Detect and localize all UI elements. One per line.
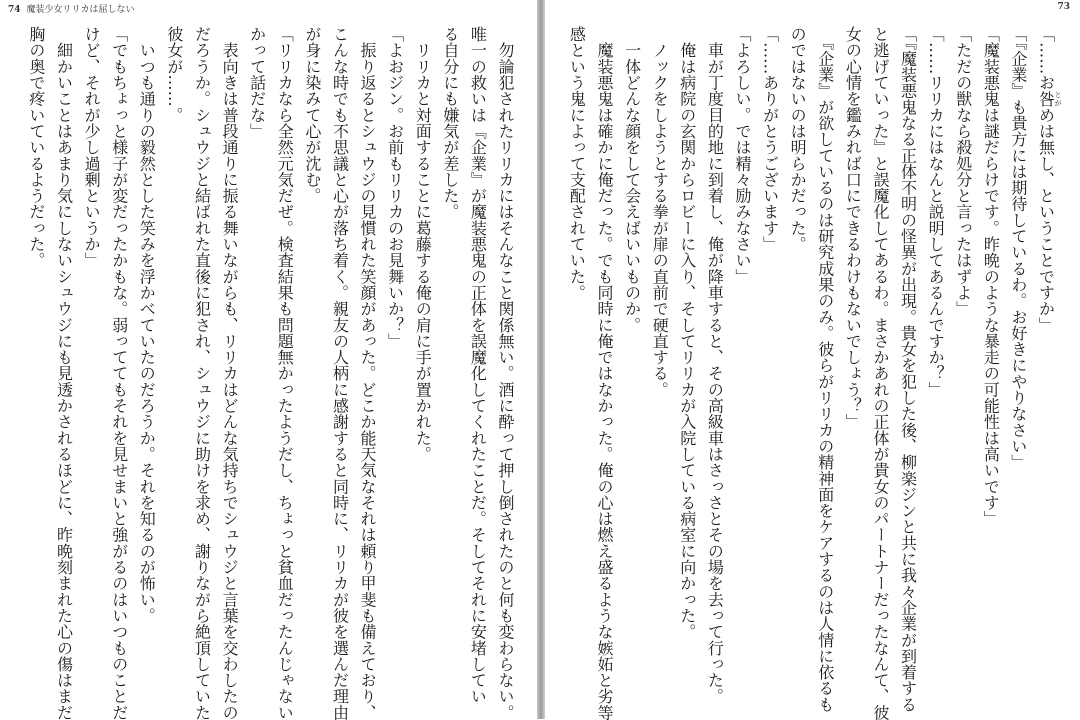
ruby-base: 咎 [1036, 90, 1056, 107]
text-column: 胸の奥で疼いているようだった。 [26, 26, 46, 269]
text-column: リリカと対面することに葛藤する俺の肩に手が置かれた。 [413, 26, 433, 463]
page-number: 74 [8, 5, 21, 15]
text-column: る自分にも嫌気が差した。 [440, 26, 460, 220]
text-column: 「魔装悪鬼は謎だらけです。昨晩のような暴走の可能性は高いです」 [981, 26, 1001, 527]
text-column: 「『企業』も貴方には期待しているわ。お好きにやりなさい」 [1008, 26, 1028, 471]
right-page [545, 0, 1080, 719]
text-column: 細かいことはあまり気にしないシュウジにも見透かされるほどに、昨晩刻まれた心の傷はまだ [54, 26, 74, 720]
book-gutter [537, 0, 545, 719]
text-column: いつも通りの毅然とした笑みを浮かべていたのだろうか。それを知るのが怖い。 [137, 26, 157, 624]
text-column [1032, 26, 1062, 706]
text-column: のではないのは明らかだった。 [788, 26, 808, 253]
text-column: 一体どんな顔をして会えばいいものか。 [622, 26, 642, 333]
text-column: 「……リリカにはなんと説明してあるんですか？」 [926, 26, 946, 398]
ruby-annotation [1036, 90, 1062, 107]
text-column: 車が丁度目的地に到着し、俺が降車すると、その高級車はさっさとその場を去って行った。 [705, 26, 725, 705]
text-column: こんな時でも不思議と心が落ち着く。親友の人柄に感謝すると同時に、リリカが彼を選んだ理由 [330, 26, 350, 720]
text-column: かって話だな」 [247, 26, 267, 140]
text-column: 『企業』が欲しているのは研究成果のみ。彼らがリリカの精神面をケアするのは人情に依るも [815, 26, 835, 713]
text-column: が身に染みて心が沈む。 [302, 26, 322, 204]
text-column: 「よろしい。では精々励みなさい」 [732, 26, 752, 285]
text-column: 「……ありがとうございます」 [760, 26, 780, 253]
left-page-body [22, 26, 519, 720]
running-title: 魔装少女リリカは屈しない [26, 5, 135, 15]
text-column: 唯一の救いは『企業』が魔装悪鬼の正体を誤魔化してくれたことだ。そしてそれに安堵してい [468, 26, 488, 705]
text-column: 表向きは普段通りに振る舞いながらも、リリカはどんな気持ちでシュウジと言葉を交わしたの [220, 26, 240, 720]
text-column: 「『魔装悪鬼なる正体不明の怪異が出現。貴女を犯した後、柳楽ジンと共に我々企業が到着する [898, 26, 918, 713]
text-column: 「よおジン。お前もリリカのお見舞いか？」 [385, 26, 405, 349]
right-page-body [563, 26, 1062, 720]
left-page-header [8, 2, 134, 15]
text-column: だろうか。シュウジと結ばれた直後に犯され、シュウジに助けを求め、謝りながら絶頂していた [192, 26, 212, 720]
text-column: 魔装悪鬼は確かに俺だった。でも同時に俺ではなかった。俺の心は燃え盛るような嫉妬と劣等 [595, 26, 614, 720]
text-column: 女の心情を鑑みれば口にできるわけもないでしょう？」 [843, 26, 863, 430]
text-fragment: めは無し、ということですか」 [1036, 106, 1056, 333]
text-column: 彼女が……。 [164, 26, 184, 123]
text-column: 「リリカなら全然元気だぜ。検査結果も問題無かったようだし、ちょっと貧血だったんじゃない [275, 26, 295, 720]
text-column: 「ただの獣なら殺処分と言ったはずよ」 [953, 26, 973, 317]
text-fragment: 「……お [1036, 26, 1056, 91]
page-number: 73 [1057, 2, 1070, 12]
text-column: 俺は病院の玄関からロビーに入り、そしてリリカが入院している病室に向かった。 [677, 26, 697, 640]
text-column: けど、それが少し過剰というか」 [82, 26, 102, 269]
text-column: 振り返るとシュウジの見慣れた笑顔があった。どこか能天気なそれは頼り甲斐も備えており、 [358, 26, 378, 720]
text-column: 感という鬼によって支配されていた。 [567, 26, 587, 301]
ruby-reading: とが [1054, 90, 1062, 107]
text-column: ノックをしようとする拳が扉の直前で硬直する。 [650, 26, 670, 398]
left-page [0, 0, 537, 719]
text-column: 勿論犯されたリリカにはそんなこと関係無い。酒に酔って押し倒されたのと何も変わらない。 [496, 26, 515, 720]
text-column: 「でもちょっと様子が変だったかもな。弱っててもそれを見せまいと強がるのはいつものことだ [109, 26, 129, 720]
text-column: と逃げていった』と誤魔化してあるわ。まさかあれの正体が貴女のパートナーだったなんて、彼 [870, 26, 890, 720]
